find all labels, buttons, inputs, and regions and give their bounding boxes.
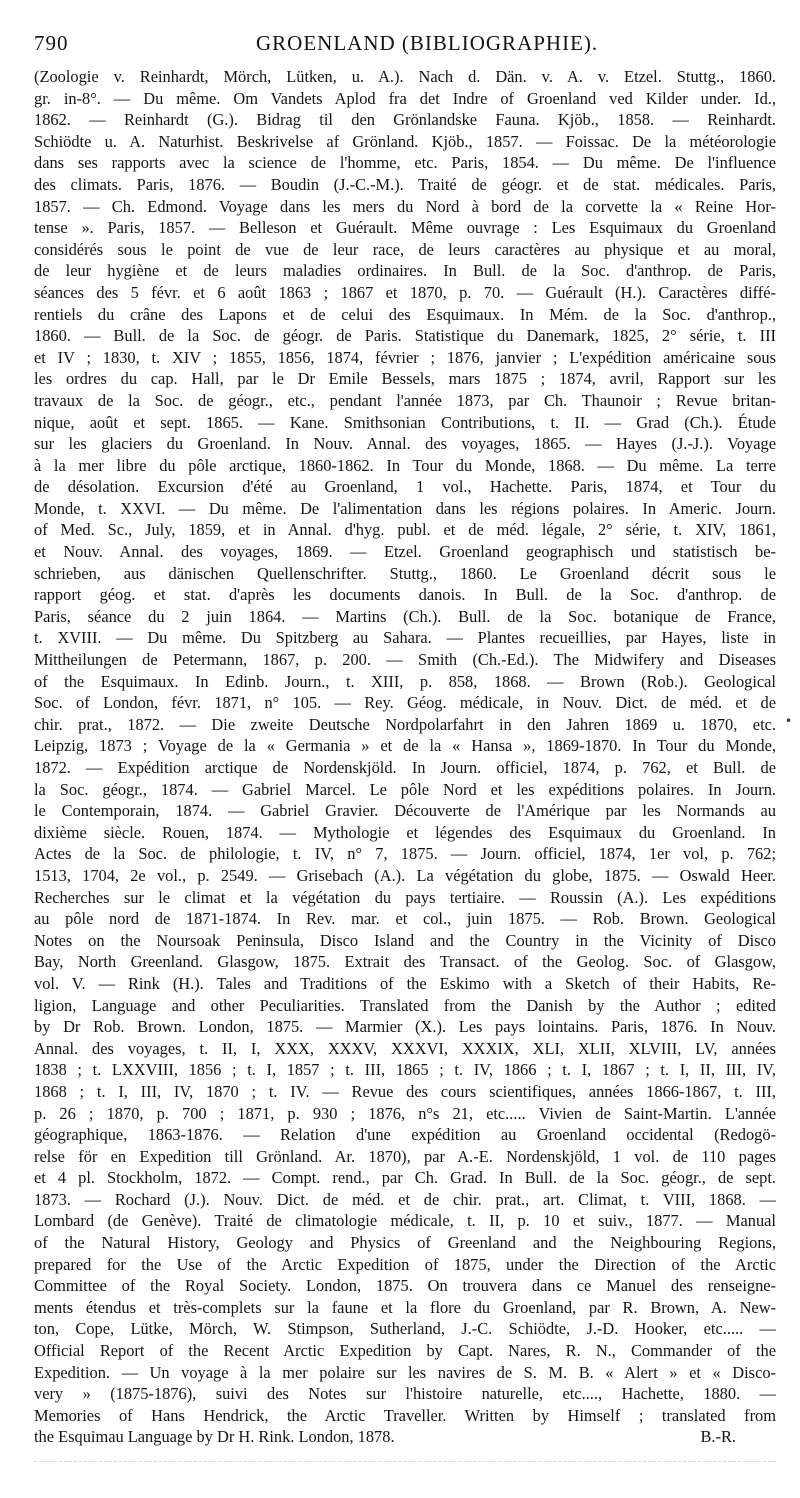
text-line: ton, Cope, Lütke, Mörch, W. Stimpson, Sutherland, J.-C. Schiödte, J.-D. Hooker, etc..... —	[34, 1319, 776, 1339]
text-line: travaux de la Soc. de géogr., etc., pendant l'année 1873, par Ch. Thaunoir ; Revue britan-	[34, 390, 776, 410]
text-line: chir. prat., 1872. — Die zweite Deutsche Nordpolarfahrt in den Jahren 1869 u. 1870, etc.	[34, 714, 776, 734]
text-line: dixième siècle. Rouen, 1874. — Mythologie et légendes des Esquimaux du Groenland. In	[34, 822, 776, 842]
text-line: schrieben, aus dänischen Quellenschrifter. Stuttg., 1860. Le Groenland décrit sous le	[34, 563, 776, 583]
text-line: by Dr Rob. Brown. London, 1875. — Marmier (X.). Les pays lointains. Paris, 1876. In Nouv.	[34, 1017, 776, 1037]
text-line: vol. V. — Rink (H.). Tales and Traditions of the Eskimo with a Sketch of their Habits, Re-	[34, 973, 776, 993]
margin-mark: •	[785, 714, 793, 728]
text-line: séances des 5 févr. et 6 août 1863 ; 1867 et 1870, p. 70. — Guérault (H.). Caractères diffé-	[34, 282, 776, 302]
text-line: Mittheilungen de Petermann, 1867, p. 200. — Smith (Ch.-Ed.). The Midwifery and Diseases	[34, 650, 776, 670]
text-line: le Contemporain, 1874. — Gabriel Gravier. Découverte de l'Amérique par les Normands au	[34, 801, 776, 821]
text-line: p. 26 ; 1870, p. 700 ; 1871, p. 930 ; 1876, n°s 21, etc..... Vivien de Saint-Martin. L'année	[34, 1103, 776, 1123]
text-line: Paris, séance du 2 juin 1864. — Martins (Ch.). Bull. de la Soc. botanique de France,	[34, 606, 776, 626]
text-line: dans ses rapports avec la science de l'homme, etc. Paris, 1854. — Du même. De l'influence	[34, 153, 776, 173]
text-line: gr. in-8°. — Du même. Om Vandets Aplod fra det Indre of Groenland ved Kilder under. Id.,	[34, 88, 776, 108]
text-line: Schiödte u. A. Naturhist. Beskrivelse af Grönland. Kjöb., 1857. — Foissac. De la météorologie	[34, 131, 776, 151]
text-line: 1838 ; t. LXXVIII, 1856 ; t. I, 1857 ; t. III, 1865 ; t. IV, 1866 ; t. I, 1867 ; t. I, II, III, IV,	[34, 1060, 776, 1080]
page-bottom-rule	[34, 1461, 776, 1462]
text-line: de leur hygiène et de leurs maladies ordinaires. In Bull. de la Soc. d'anthrop. de Paris,	[34, 261, 776, 281]
text-line: prepared for the Use of the Arctic Expedition of 1875, under the Direction of the Arctic	[34, 1254, 776, 1274]
text-line: 1873. — Rochard (J.). Nouv. Dict. de méd. et de chir. prat., art. Climat, t. VIII, 1868. —	[34, 1189, 776, 1209]
text-line: relse för en Expedition till Grönland. Ar. 1870), par A.-E. Nordenskjöld, 1 vol. de 110 pages	[34, 1146, 776, 1166]
text-line: t. XVIII. — Du même. Du Spitzberg au Sahara. — Plantes recueillies, par Hayes, liste in	[34, 628, 776, 648]
text-line: the Esquimau Language by Dr H. Rink. London, 1878.	[34, 1427, 395, 1447]
page-number: 790	[34, 31, 69, 55]
text-line: Bay, North Greenland. Glasgow, 1875. Extrait des Transact. of the Geolog. Soc. of Glasgow,	[34, 952, 776, 972]
text-line: Lombard (de Genève). Traité de climatologie médicale, t. II, p. 10 et suiv., 1877. — Manual	[34, 1211, 776, 1231]
text-line: of the Esquimaux. In Edinb. Journ., t. XIII, p. 858, 1868. — Brown (Rob.). Geological	[34, 671, 776, 691]
text-line: very » (1875-1876), suivi des Notes sur l'histoire naturelle, etc...., Hachette, 1880. —	[34, 1384, 776, 1404]
text-line: géographique, 1863-1876. — Relation d'une expédition au Groenland occidental (Redogö-	[34, 1125, 776, 1145]
bibliography-text	[34, 66, 776, 1448]
text-line: Monde, t. XXVI. — Du même. De l'alimentation dans les régions polaires. In Americ. Journ.	[34, 498, 776, 518]
text-line: (Zoologie v. Reinhardt, Mörch, Lütken, u. A.). Nach d. Dän. v. A. v. Etzel. Stuttg., 1860.	[34, 67, 776, 86]
text-line: Expedition. — Un voyage à la mer polaire sur les navires de S. M. B. « Alert » et « Disco-	[34, 1362, 776, 1382]
text-line: à la mer libre du pôle arctique, 1860-1862. In Tour du Monde, 1868. — Du même. La terre	[34, 455, 776, 475]
text-line: rentiels du crâne des Lapons et de celui des Esquimaux. In Mém. de la Soc. d'anthrop.,	[34, 304, 776, 324]
running-head	[34, 31, 776, 61]
text-line: sur les glaciers du Groenland. In Nouv. Annal. des voyages, 1865. — Hayes (J.-J.). Voyage	[34, 434, 776, 454]
text-line: les ordres du cap. Hall, par le Dr Emile Bessels, mars 1875 ; 1874, avril, Rapport sur les	[34, 369, 776, 389]
text-line: Leipzig, 1873 ; Voyage de la « Germania » et de la « Hansa », 1869-1870. In Tour du Monde,	[34, 736, 776, 756]
text-line: ments étendus et très-complets sur la faune et la flore du Groenland, par R. Brown, A. New-	[34, 1297, 776, 1317]
text-line: nique, août et sept. 1865. — Kane. Smithsonian Contributions, t. II. — Grad (Ch.). Étude	[34, 412, 776, 432]
text-line: et 4 pl. Stockholm, 1872. — Compt. rend., par Ch. Grad. In Bull. de la Soc. géogr., de sept.	[34, 1168, 776, 1188]
text-line: ligion, Language and other Peculiarities. Translated from the Danish by the Author ; edited	[34, 995, 776, 1015]
text-line: Recherches sur le climat et la végétation du pays tertiaire. — Roussin (A.). Les expéditions	[34, 887, 776, 907]
text-line: 1513, 1704, 2e vol., p. 2549. — Grisebach (A.). La végétation du globe, 1875. — Oswald Heer.	[34, 865, 776, 885]
text-line: au pôle nord de 1871-1874. In Rev. mar. et col., juin 1875. — Rob. Brown. Geological	[34, 909, 776, 929]
text-line: rapport géog. et stat. d'après les documents danois. In Bull. de la Soc. d'anthrop. de	[34, 585, 776, 605]
text-line: des climats. Paris, 1876. — Boudin (J.-C.-M.). Traité de géogr. et de stat. médicales. Paris,	[34, 174, 776, 194]
text-line: Committee of the Royal Society. London, 1875. On trouvera dans ce Manuel des renseigne-	[34, 1276, 776, 1296]
text-line: 1868 ; t. I, III, IV, 1870 ; t. IV. — Revue des cours scientifiques, années 1866-1867, t. III,	[34, 1081, 776, 1101]
text-line: la Soc. géogr., 1874. — Gabriel Marcel. Le pôle Nord et les expéditions polaires. In Journ.	[34, 779, 776, 799]
text-line: et IV ; 1830, t. XIV ; 1855, 1856, 1874, février ; 1876, janvier ; L'expédition américaine sous	[34, 347, 776, 367]
text-line: de désolation. Excursion d'été au Groenland, 1 vol., Hachette. Paris, 1874, et Tour du	[34, 477, 776, 497]
running-title: GROENLAND (BIBLIOGRAPHIE).	[256, 31, 599, 55]
text-line: 1860. — Bull. de la Soc. de géogr. de Paris. Statistique du Danemark, 1825, 2° série, t. III	[34, 326, 776, 346]
text-line: considérés sous le point de vue de leur race, de leurs caractères au physique et au moral,	[34, 239, 776, 259]
text-line: 1862. — Reinhardt (G.). Bidrag til den Grönlandske Fauna. Kjöb., 1858. — Reinhardt.	[34, 110, 776, 130]
text-line: Actes de la Soc. de philologie, t. IV, n° 7, 1875. — Journ. officiel, 1874, 1er vol, p. 762;	[34, 844, 776, 864]
text-line: Notes on the Noursoak Peninsula, Disco Island and the Country in the Vicinity of Disco	[34, 930, 776, 950]
text-line: 1857. — Ch. Edmond. Voyage dans les mers du Nord à bord de la corvette la « Reine Hor-	[34, 196, 776, 216]
text-line: Soc. of London, févr. 1871, n° 105. — Rey. Géog. médicale, in Nouv. Dict. de méd. et de	[34, 693, 776, 713]
text-line: 1872. — Expédition arctique de Nordenskjöld. In Journ. officiel, 1874, p. 762, et Bull. de	[34, 758, 776, 777]
text-line: et Nouv. Annal. des voyages, 1869. — Etzel. Groenland geographisch und statistisch be-	[34, 542, 776, 562]
text-line: of the Natural History, Geology and Physics of Greenland and the Neighbouring Regions,	[34, 1233, 776, 1253]
text-line: Annal. des voyages, t. II, I, XXX, XXXV, XXXVI, XXXIX, XLI, XLII, XLVIII, LV, années	[34, 1038, 776, 1058]
text-line: tense ». Paris, 1857. — Belleson et Guérault. Même ouvrage : Les Esquimaux du Groenland	[34, 218, 776, 238]
text-line: Official Report of the Recent Arctic Expedition by Capt. Nares, R. N., Commander of the	[34, 1341, 776, 1361]
author-signature: B.-R.	[700, 1427, 736, 1447]
text-line: Memories of Hans Hendrick, the Arctic Traveller. Written by Himself ; translated from	[34, 1405, 776, 1425]
text-line: of Med. Sc., July, 1859, et in Annal. d'hyg. publ. et de méd. légale, 2° série, t. XIV, 1861,	[34, 520, 776, 540]
